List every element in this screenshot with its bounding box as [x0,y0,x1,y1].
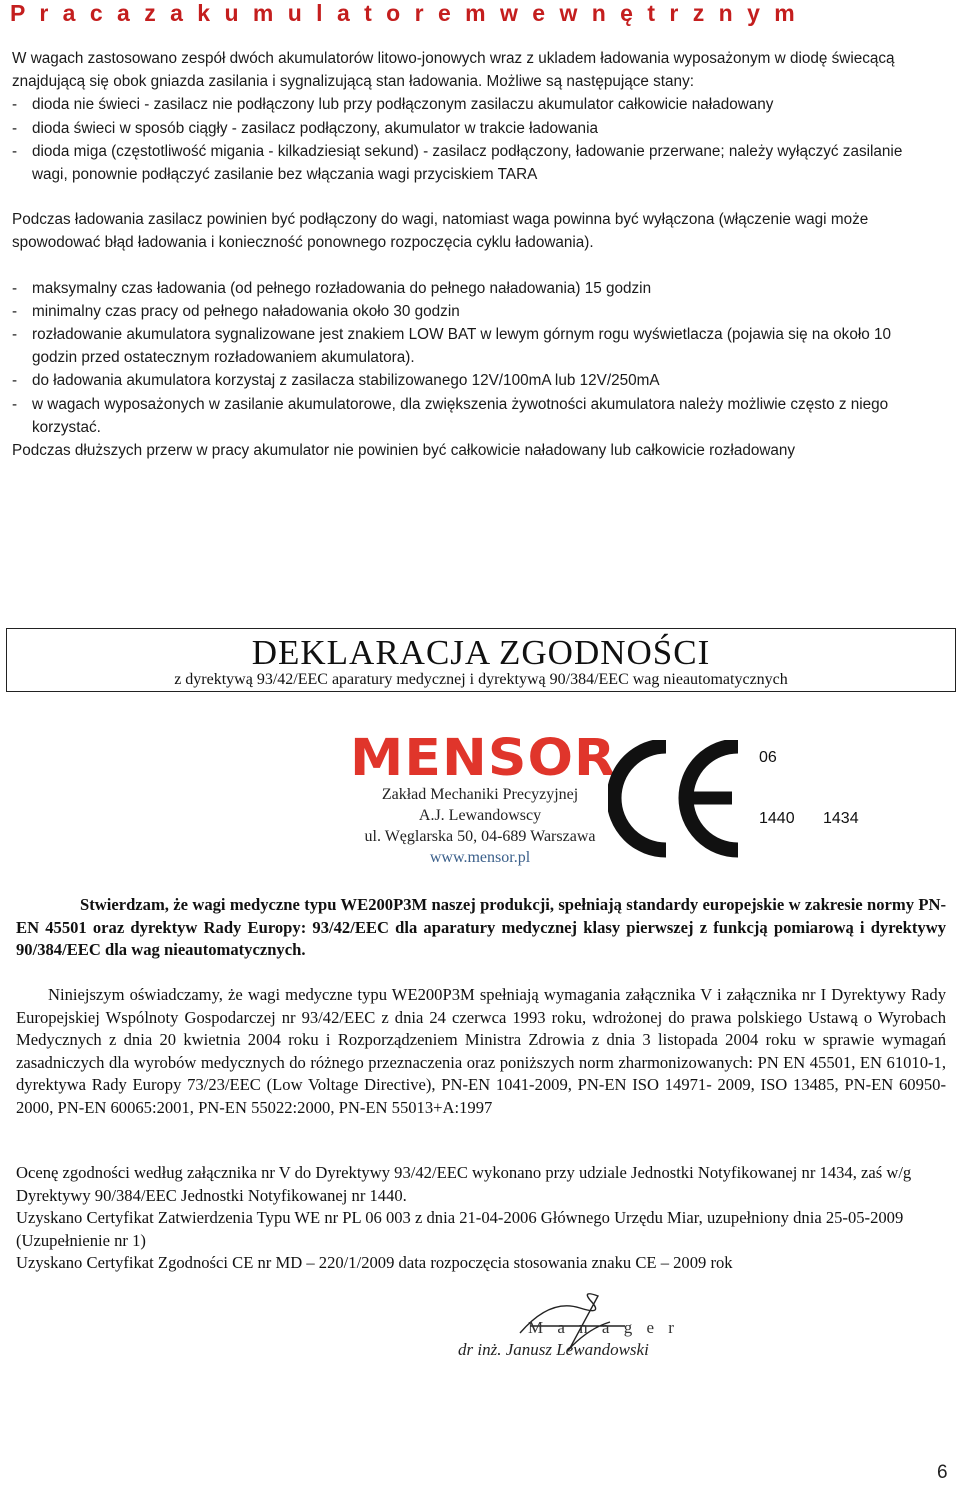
list-item: - dioda świeci w sposób ciągły - zasilacz podłączony, akumulator w trakcie ładowania [12,119,598,137]
company-address-block [330,784,630,868]
declaration-subtitle: z dyrektywą 93/42/EEC aparatury medycznej i dyrektywą 90/384/EEC wag nieautomatycznych [174,671,788,688]
signatory-name: dr inż. Janusz Lewandowski [458,1340,649,1359]
conformity-notes [16,1162,946,1275]
list-item: - dioda miga (częstotliwość migania - kilkadziesiąt sekund) - zasilacz podłączony, ładowanie przerwane; należy wyłączyć zasilanie wagi, ponownie podłączyć zasilanie bez włączania wagi przyciskiem TARA [12,142,903,184]
declaration-paragraph: Niniejszym oświadczamy, że wagi medyczne typu WE200P3M spełniają wymagania załącznika V i załącznika nr I Dyrektywy Rady Europejskiej Wspólnoty Gospodarczej nr 93/42/EEC z dnia 24 czerwca 1993 roku, wdrożonej do prawa polskiego Ustawą o Wyrobach Medycznych z dnia 20 kwietnia 2004 roku i Rozporządzeniem Ministra Zdrowia z dnia 3 listopada 2004 roku w sprawie wymagań zasadniczych dla wyrobów medycznych do różnego przeznaczenia oraz poniższych norm zharmonizowanych: PN EN 45501, EN 61010-1, dyrektywa Rady Europy 73/23/EEC (Low Voltage Directive), PN-EN 1041-2009, PN-EN ISO 14971- 2009, ISO 13485, PN-EN 60950-2000, PN-EN 60065:2001, PN-EN 55022:2000, PN-EN 55013+A:1997 [16,985,946,1117]
statement-paragraph: Stwierdzam, że wagi medyczne typu WE200P3M naszej produkcji, spełniają standardy europejskie w zakresie normy PN-EN 45501 oraz dyrektyw Rady Europy: 93/42/EEC dla aparatury medycznej klasy pierwszej z funkcją pomiarową i dyrektywy 90/384/EEC dla wag nieautomatycznych. [16,895,946,959]
declaration-header-box [6,628,956,692]
ce-year-code: 06 [759,749,777,766]
ce-mark-icon [608,740,748,860]
company-website: www.mensor.pl [429,849,531,866]
mensor-logo: MENSOR [350,729,617,788]
note-paragraph: Uzyskano Certyfikat Zatwierdzenia Typu WE nr PL 06 003 z dnia 21-04-2006 Głównego Urzędu Miar, uzupełniony dnia 25-05-2009 (Uzupełnienie nr 1) [16,1208,904,1250]
company-name: Zakład Mechaniki Precyzyjnej [381,786,579,803]
declaration-title: DEKLARACJA ZGODNOŚCI [251,633,711,672]
signature-role: M a n a g e r [528,1318,679,1337]
list-item: - dioda nie świeci - zasilacz nie podłączony lub przy podłączonym zasilaczu akumulator całkowicie naładowany [12,96,774,114]
list-item: - rozładowanie akumulatora sygnalizowane jest znakiem LOW BAT w lewym górnym rogu wyświetlacza (pojawia się na około 10 godzin przed ostatecznym rozładowaniem akumulatora). [12,326,891,367]
section-title: P r a c a z a k u m u l a t o r e m w e w n ę t r z n y m [10,0,799,26]
intro-paragraph: W wagach zastosowano zespół dwóch akumulatorów litowo-jonowych wraz z ukladem ładowania wyposażonym w diodę świecącą znajdującą się obok gniazda zasilania i sygnalizującą stan ładowania. Możliwe są następujące stany: [12,50,895,91]
notified-body-1434: 1434 [823,810,859,827]
company-address: ul. Węglarska 50, 04-689 Warszawa [364,828,596,845]
list-item: - do ładowania akumulatora korzystaj z zasilacza stabilizowanego 12V/100mA lub 12V/250mA [12,372,660,390]
company-owners: A.J. Lewandowscy [418,807,542,824]
note-paragraph: Uzyskano Certyfikat Zgodności CE nr MD – 220/1/2009 data rozpoczęcia stosowania znaku CE – 2009 rok [16,1253,733,1272]
charging-paragraph: Podczas ładowania zasilacz powinien być podłączony do wagi, natomiast waga powinna być wyłączona (włączenie wagi może spowodować błąd ładowania i konieczność ponownego rozpoczęcia cyklu ładowania). [12,211,869,252]
notified-body-1440: 1440 [759,810,795,827]
declaration-body [16,984,946,1119]
conformity-statement [16,894,946,962]
note-paragraph: Ocenę zgodności według załącznika nr V do Dyrektywy 93/42/EEC wykonano przy udziale Jednostki Notyfikowanej nr 1434, zaś w/g Dyrektywy 90/384/EEC Jednostki Notyfikowanej nr 1440. [16,1163,912,1205]
list-item: - w wagach wyposażonych w zasilanie akumulatorowe, dla zwiększenia żywotności akumulatora należy możliwie często z niego korzystać. [12,395,889,436]
list-item: - minimalny czas pracy od pełnego naładowania około 30 godzin [12,302,460,320]
battery-instructions [12,47,937,462]
storage-paragraph: Podczas dłuższych przerw w pracy akumulator nie powinien być całkowicie naładowany lub całkowicie rozładowany [12,442,796,460]
list-item: - maksymalny czas ładowania (od pełnego rozładowania do pełnego naładowania) 15 godzin [12,279,652,297]
page-number: 6 [937,1462,948,1483]
